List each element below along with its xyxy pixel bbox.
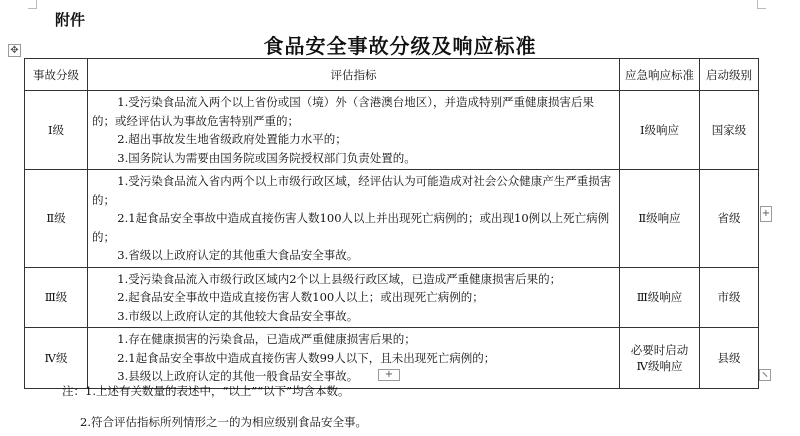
criteria-item: 2.超出事故发生地省级政府处置能力水平的； (117, 132, 347, 146)
footnote: 2.符合评估指标所列情形之一的为相应级别食品安全事。 (80, 415, 367, 429)
criteria-item: 1.存在健康损害的污染食品，已造成严重健康损害后果的； (117, 332, 416, 346)
criteria-cell[interactable] (88, 267, 620, 328)
criteria-cell[interactable] (88, 328, 620, 389)
add-column-icon[interactable]: + (760, 206, 772, 222)
response-cell[interactable]: Ⅲ级响应 (620, 267, 700, 328)
criteria-item: 1.受污染食品流入两个以上省份或国（境）外（含港澳台地区），并造成特别严重健康损害后果的；或经评估认为事故危害特别严重的； (92, 95, 595, 128)
table-header-row (25, 59, 759, 91)
header-grade[interactable]: 事故分级 (25, 59, 88, 91)
attachment-label: 附件 (55, 11, 86, 29)
table-resize-handle-icon[interactable] (759, 369, 771, 381)
header-criteria[interactable]: 评估指标 (88, 59, 620, 91)
criteria-item: 2.1起食品安全事故中造成直接伤害人数100人以上并出现死亡病例的；或出现10例以上死亡病例的； (92, 211, 610, 244)
table-row (25, 170, 759, 268)
grade-cell[interactable]: Ⅳ级 (25, 328, 88, 389)
criteria-cell[interactable] (88, 170, 620, 268)
level-cell[interactable]: 省级 (700, 170, 759, 268)
criteria-item: 2.起食品安全事故中造成直接伤害人数100人以上；或出现死亡病例的； (117, 290, 484, 304)
table-move-handle-icon[interactable]: ✥ (8, 44, 21, 57)
level-cell[interactable]: 市级 (700, 267, 759, 328)
grade-cell[interactable]: Ⅰ级 (25, 91, 88, 170)
response-line: Ⅳ级响应 (636, 358, 683, 373)
header-level[interactable]: 启动级别 (700, 59, 759, 91)
criteria-cell[interactable] (88, 91, 620, 170)
page-corner-mark-left (28, 0, 37, 9)
criteria-item: 3.省级以上政府认定的其他重大食品安全事故。 (117, 248, 359, 262)
level-cell[interactable]: 县级 (700, 328, 759, 389)
document-title: 食品安全事故分级及响应标准 (263, 34, 537, 58)
table-row (25, 91, 759, 170)
add-row-icon[interactable]: + (378, 369, 400, 381)
response-line: 必要时启动 (630, 342, 689, 357)
response-cell[interactable]: Ⅱ级响应 (620, 170, 700, 268)
footnote: 注：1.上述有关数量的表述中，“以上”“以下”均含本数。 (62, 384, 350, 398)
grade-cell[interactable]: Ⅱ级 (25, 170, 88, 268)
response-cell[interactable]: Ⅰ级响应 (620, 91, 700, 170)
criteria-item: 3.国务院认为需要由国务院或国务院授权部门负责处置的。 (117, 150, 416, 165)
grading-table[interactable] (24, 58, 759, 389)
header-response[interactable]: 应急响应标准 (620, 59, 700, 91)
grade-cell[interactable]: Ⅲ级 (25, 267, 88, 328)
criteria-item: 3.县级以上政府认定的其他一般食品安全事故。 (117, 369, 359, 383)
criteria-item: 2.1起食品安全事故中造成直接伤害人数99人以下，且未出现死亡病例的； (117, 350, 496, 365)
page-corner-mark-right (757, 0, 766, 9)
criteria-item: 1.受污染食品流入省内两个以上市级行政区域，经评估认为可能造成对社会公众健康产生严重损害的； (92, 174, 612, 207)
level-cell[interactable]: 国家级 (700, 91, 759, 170)
response-cell[interactable] (620, 328, 700, 389)
table-row (25, 267, 759, 328)
criteria-item: 1.受污染食品流入市级行政区域内2个以上县级行政区域，已造成严重健康损害后果的； (117, 271, 562, 286)
criteria-item: 3.市级以上政府认定的其他较大食品安全事故。 (117, 308, 359, 323)
